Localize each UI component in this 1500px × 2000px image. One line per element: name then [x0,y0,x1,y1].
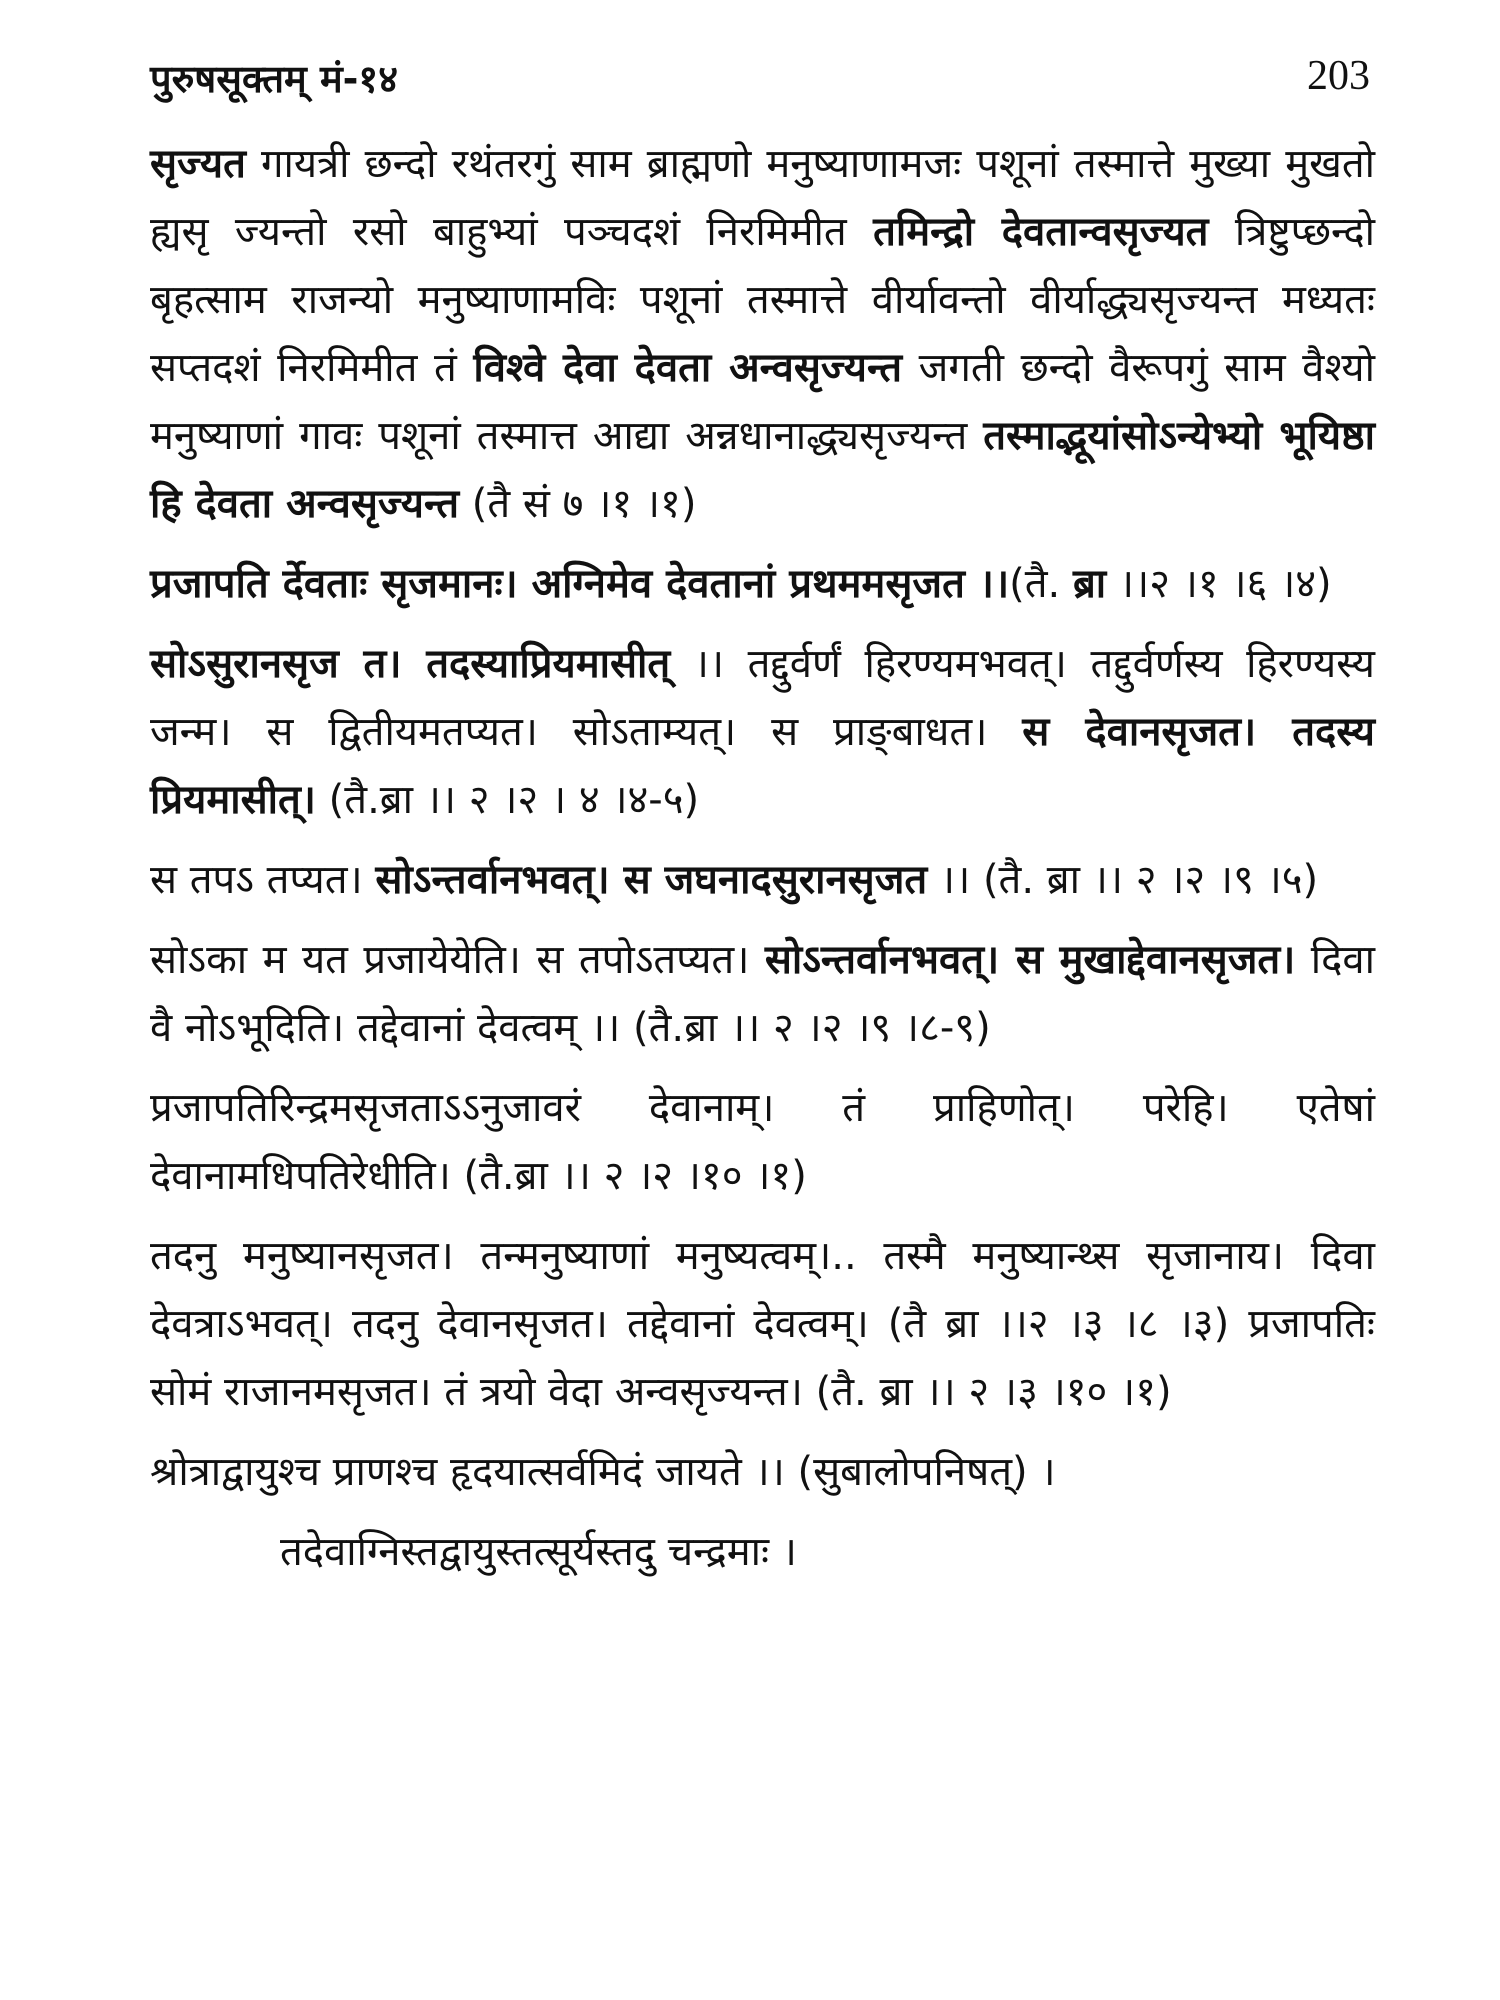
text-segment: श्रोत्राद्वायुश्च प्राणश्च हृदयात्सर्वमिदं जायते ।। (सुबालोपनिषत्) । [150,1449,1056,1495]
text-segment: सोऽन्तर्वानभवत्। स जघनादसुरानसृजत [375,857,928,903]
text-segment: जगती छन्दो वैरूपगुं साम वैश्यो मनुष्याणां गावः पशूनां तस्मात्त आद्या अन्नधानाद्ध्यसृज्यन्त [150,345,1375,459]
text-segment: स तपऽ तप्यत। [150,857,376,903]
text-segment: सोऽसुरानसृज त। तदस्याप्रियमासीत् [150,641,671,687]
text-segment: (तै सं ७ ।१ ।१) [459,481,697,527]
paragraph-1 [150,130,1375,538]
text-segment: ।। (तै. ब्रा ।। २ ।२ ।९ ।५) [927,857,1319,903]
paragraph-6 [150,1074,1375,1210]
text-segment: सोऽका म यत प्रजायेयेति। स तपोऽतप्यत। [150,937,765,983]
text-segment: (तै. [1009,561,1073,607]
paragraph-8 [150,1438,1375,1506]
text-segment: विश्वे देवा देवता अन्वसृज्यन्त [473,345,903,391]
text-segment: त्रिष्टुप्छन्दो बृहत्साम राजन्यो मनुष्याणामविः पशूनां तस्मात्ते वीर्यावन्तो वीर्याद्ध्यसृज्यन्त मध्यतः सप्तदशं निरमिमीत तं [150,209,1376,391]
text-segment: दिवा वै नोऽभूदिति। तद्देवानां देवत्वम् ।। (तै.ब्रा ।। २ ।२ ।९ ।८-९) [150,937,1375,1051]
text-segment: ।। तद्दुर्वर्णं हिरण्यमभवत्। तद्दुर्वर्णस्य हिरण्यस्य जन्म। स द्वितीयमतप्यत। सोऽताम्यत्। स प्राङ्बाधत। [150,641,1375,755]
text-segment: तदेवाग्निस्तद्वायुस्तत्सूर्यस्तदु चन्द्रमाः । [280,1529,797,1575]
text-segment: ।।२ ।१ ।६ ।४) [1106,561,1332,607]
paragraph-5 [150,926,1375,1062]
page-body [150,130,1375,1598]
paragraph-2 [150,550,1375,618]
paragraph-3 [150,630,1375,834]
text-segment: ब्रा [1072,561,1107,607]
text-segment: (तै.ब्रा ।। २ ।२ । ४ ।४-५) [315,777,700,823]
text-segment: तस्माद्भूयांसोऽन्येभ्यो भूयिष्ठा हि देवता अन्वसृज्यन्त [150,413,1375,527]
text-segment: स देवानसृजत। तदस्य प्रियमासीत्। [150,709,1375,823]
text-segment: गायत्री छन्दो रथंतरगुं साम ब्राह्मणो मनुष्याणामजः पशूनां तस्मात्ते मुख्या मुखतो ह्यसृ ज्यन्तो रसो बाहुभ्यां पञ्चदशं निरमिमीत [150,141,1375,255]
paragraph-7 [150,1222,1375,1426]
paragraph-9 [150,1518,1375,1586]
page-header [150,52,1370,112]
text-segment: प्रजापतिरिन्द्रमसृजताऽऽनुजावरं देवानाम्। तं प्राहिणोत्। परेहि। एतेषां देवानामधिपतिरेधीति। (तै.ब्रा ।। २ ।२ ।१० ।१) [150,1085,1375,1199]
page-number: 203 [1307,53,1370,99]
text-segment: सोऽन्तर्वानभवत्। स मुखाद्देवानसृजत। [764,937,1296,983]
text-segment: तमिन्द्रो देवतान्वसृज्यत [873,209,1209,255]
running-title: पुरुषसूक्तम् मं-१४ [150,57,398,101]
paragraph-4 [150,846,1375,914]
text-segment: तदनु मनुष्यानसृजत। तन्मनुष्याणां मनुष्यत्वम्।.. तस्मै मनुष्यान्थ्स सृजानाय। दिवा देवत्राऽभवत्। तदनु देवानसृजत। तद्देवानां देवत्वम्। (तै ब्रा ।।२ ।३ ।८ ।३) प्रजापतिः सोमं राजानमसृजत। तं त्रयो वेदा अन्वसृज्यन्त। (तै. ब्रा ।। २ ।३ ।१० ।१) [150,1233,1375,1415]
text-segment: सृज्यत [150,141,246,187]
text-segment: प्रजापति र्देवताः सृजमानः। अग्निमेव देवतानां प्रथममसृजत ।। [150,561,1010,607]
